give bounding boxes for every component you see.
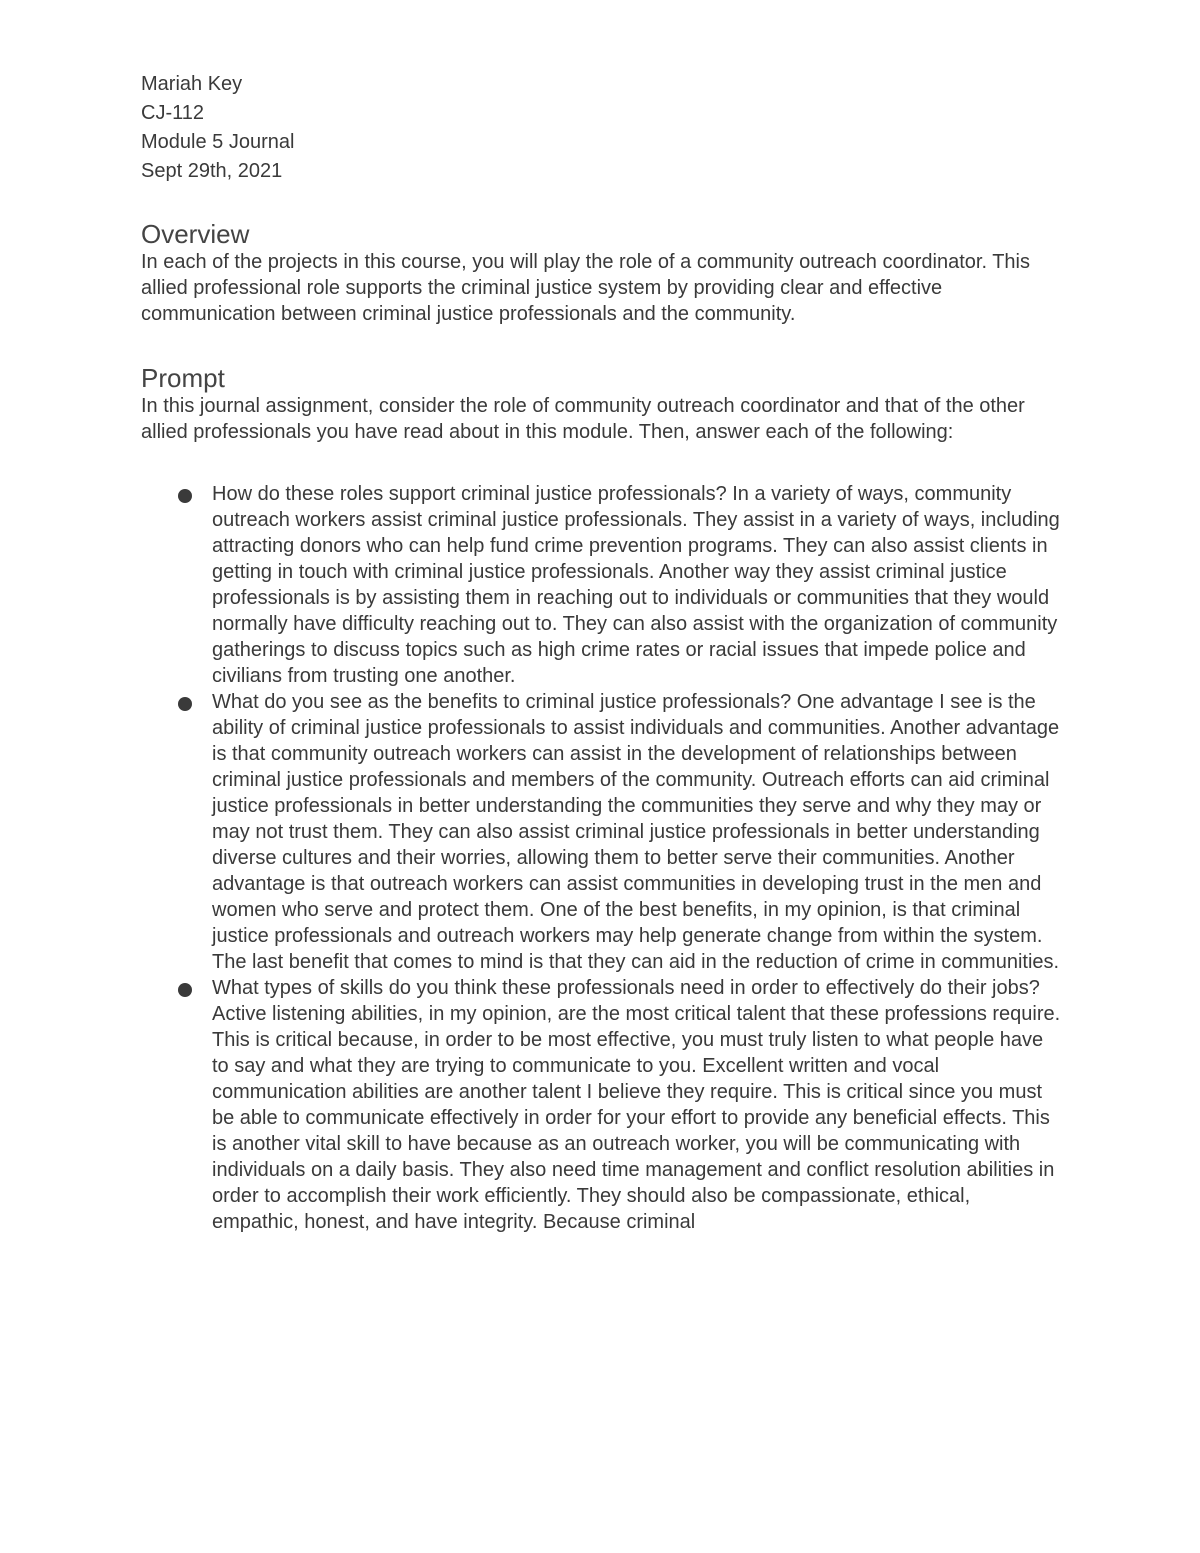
assignment-date: Sept 29th, 2021 xyxy=(141,160,283,182)
bullet-dot-icon xyxy=(178,697,192,711)
bullet-dot-icon xyxy=(178,489,192,503)
prompt-body: In this journal assignment, consider the role of community outreach coordinator and that of the other allied professionals you have read about in this module. Then, answer each of the following: xyxy=(141,395,1025,443)
question-item-skills xyxy=(141,975,1061,1235)
prompt-heading: Prompt xyxy=(141,363,225,393)
question-item-text: How do these roles support criminal justice professionals? In a variety of ways, community outreach workers assist criminal justice professionals. They assist in a variety of ways, including attracting donors who can help fund crime prevention programs. They can also assist clients in getting in touch with criminal justice professionals. Another way they assist criminal justice professionals is by assisting them in reaching out to individuals or communities that they would normally have difficulty reaching out to. They can also assist with the organization of community gatherings to discuss topics such as high crime rates or racial issues that impede police and civilians from trusting one another. xyxy=(212,483,1060,687)
bullet-dot-icon xyxy=(178,983,192,997)
course-code: CJ-112 xyxy=(141,102,204,124)
author-name: Mariah Key xyxy=(141,73,243,95)
question-item-text: What do you see as the benefits to criminal justice professionals? One advantage I see is the ability of criminal justice professionals to assist individuals and communities. Another advantage is that community outreach workers can assist in the development of relationships between criminal justice professionals and members of the community. Outreach efforts can aid criminal justice professionals in better understanding the communities they serve and why they may or may not trust them. They can also assist criminal justice professionals in better understanding diverse cultures and their worries, allowing them to better serve their communities. Another advantage is that outreach workers can assist communities in developing trust in the men and women who serve and protect them. One of the best benefits, in my opinion, is that criminal justice professionals and outreach workers may help generate change from within the system. The last benefit that comes to mind is that they can aid in the reduction of crime in communities. xyxy=(212,691,1060,973)
overview-body: In each of the projects in this course, you will play the role of a community outreach coordinator. This allied professional role supports the criminal justice system by providing clear and effective communication between criminal justice professionals and the community. xyxy=(141,251,1030,325)
question-item-roles xyxy=(141,481,1061,689)
question-item-text: What types of skills do you think these professionals need in order to effectively do their jobs? Active listening abilities, in my opinion, are the most critical talent that these professions require. This is critical because, in order to be most effective, you must truly listen to what people have to say and what they are trying to communicate to you. Excellent written and vocal communication abilities are another talent I believe they require. This is critical since you must be able to communicate effectively in order for your effort to provide any beneficial effects. This is another vital skill to have because as an outreach worker, you will be communicating with individuals on a daily basis. They also need time management and conflict resolution abilities in order to accomplish their work efficiently. They should also be compassionate, ethical, empathic, honest, and have integrity. Because criminal xyxy=(212,977,1061,1233)
question-item-benefits xyxy=(141,689,1061,975)
question-list xyxy=(141,481,1061,1235)
overview-heading: Overview xyxy=(141,219,250,249)
document-page xyxy=(141,70,1061,1235)
assignment-title: Module 5 Journal xyxy=(141,131,295,153)
